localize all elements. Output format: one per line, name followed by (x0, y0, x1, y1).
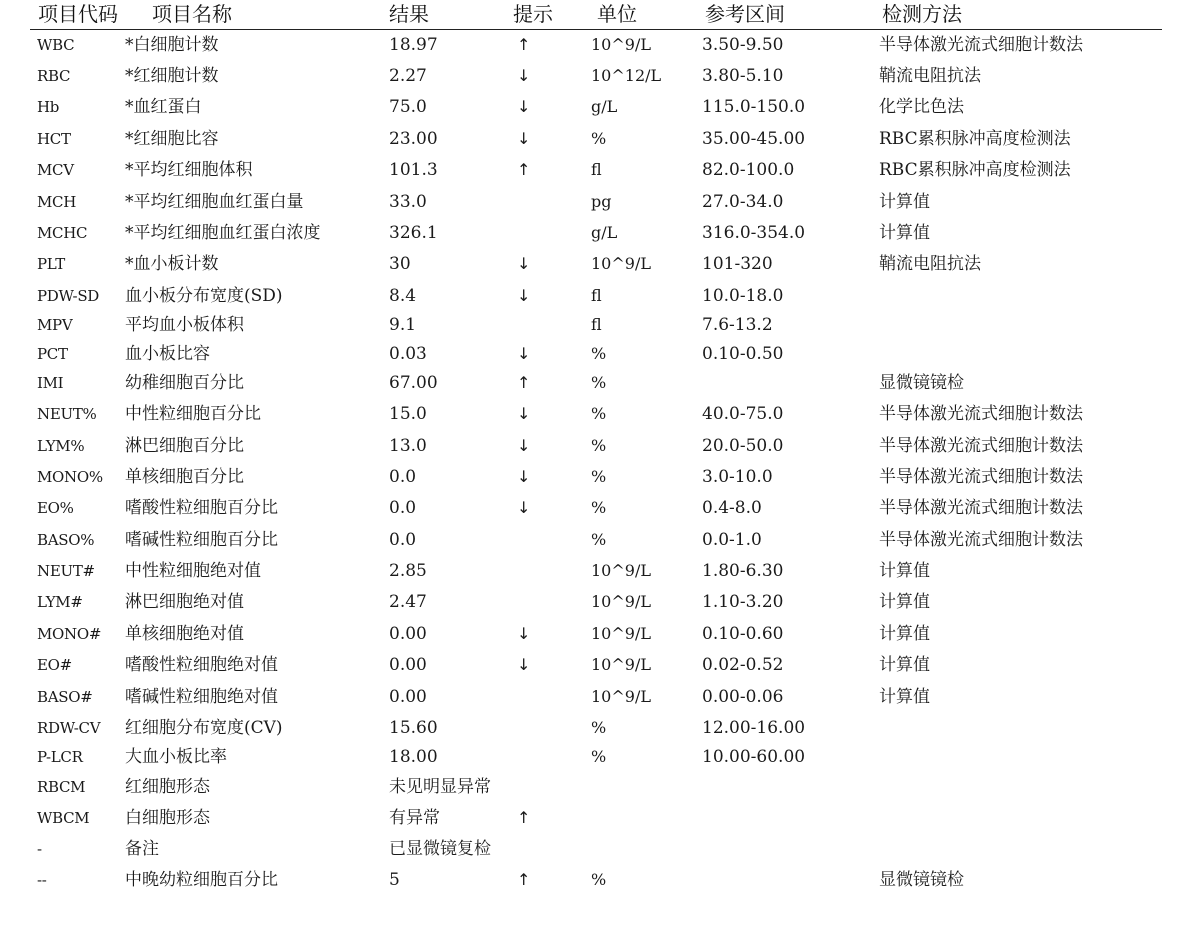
item-code: NEUT% (37, 405, 97, 423)
item-method: 计算值 (879, 655, 930, 675)
item-code: LYM% (37, 437, 85, 455)
item-unit: % (591, 436, 607, 455)
item-name: 幼稚细胞百分比 (125, 373, 244, 393)
item-reference: 27.0-34.0 (702, 192, 784, 212)
item-reference: 101-320 (702, 254, 773, 274)
table-row (0, 651, 1179, 679)
item-hint-arrow: ↓ (517, 66, 531, 85)
item-unit: g/L (591, 223, 618, 242)
item-unit: 10^9/L (591, 592, 651, 611)
item-method: 半导体激光流式细胞计数法 (879, 530, 1083, 550)
item-unit: % (591, 344, 607, 363)
item-hint-arrow: ↓ (517, 404, 531, 423)
item-name: *白细胞计数 (125, 35, 219, 55)
item-name: 中性粒细胞百分比 (125, 404, 261, 424)
item-code: PDW-SD (37, 287, 100, 305)
item-method: 计算值 (879, 624, 930, 644)
item-hint-arrow: ↓ (517, 624, 531, 643)
item-code: EO% (37, 499, 74, 517)
item-hint-arrow: ↓ (517, 498, 531, 517)
item-code: MPV (37, 316, 73, 334)
item-reference: 10.0-18.0 (702, 286, 784, 306)
item-name: 淋巴细胞百分比 (125, 436, 244, 456)
table-row (0, 369, 1179, 397)
item-reference: 0.10-0.60 (702, 624, 784, 644)
item-unit: fl (591, 160, 602, 179)
table-row (0, 463, 1179, 491)
item-method: 计算值 (879, 687, 930, 707)
header-result: 结果 (389, 2, 429, 26)
item-unit: % (591, 129, 607, 148)
item-reference: 0.10-0.50 (702, 344, 784, 364)
item-method: 计算值 (879, 223, 930, 243)
item-code: WBC (37, 36, 75, 54)
item-hint-arrow: ↓ (517, 97, 531, 116)
item-name: 红细胞分布宽度(CV) (125, 718, 283, 738)
item-reference: 3.80-5.10 (702, 66, 784, 86)
item-unit: 10^9/L (591, 254, 651, 273)
item-method: 计算值 (879, 561, 930, 581)
item-result: 0.0 (389, 530, 417, 550)
item-method: RBC累积脉冲高度检测法 (879, 129, 1071, 149)
item-unit: % (591, 747, 607, 766)
item-unit: 10^9/L (591, 624, 651, 643)
table-row (0, 683, 1179, 711)
item-hint-arrow: ↑ (517, 35, 531, 54)
item-unit: 10^9/L (591, 561, 651, 580)
table-row (0, 714, 1179, 742)
item-method: 计算值 (879, 192, 930, 212)
item-unit: % (591, 498, 607, 517)
item-name: 中晚幼粒细胞百分比 (125, 870, 278, 890)
item-result: 33.0 (389, 192, 427, 212)
item-reference: 40.0-75.0 (702, 404, 784, 424)
table-row (0, 340, 1179, 368)
item-reference: 0.0-1.0 (702, 530, 762, 550)
item-reference: 3.50-9.50 (702, 35, 784, 55)
item-code: NEUT# (37, 562, 95, 580)
item-name: *平均红细胞体积 (125, 160, 253, 180)
item-hint-arrow: ↑ (517, 160, 531, 179)
item-name: 单核细胞百分比 (125, 467, 244, 487)
item-name: 大血小板比率 (125, 747, 227, 767)
item-unit: % (591, 870, 607, 889)
table-row (0, 773, 1179, 801)
item-name: 白细胞形态 (125, 808, 210, 828)
item-unit: g/L (591, 97, 618, 116)
item-code: IMI (37, 374, 64, 392)
item-reference: 10.00-60.00 (702, 747, 806, 767)
item-hint-arrow: ↓ (517, 655, 531, 674)
item-method: 化学比色法 (879, 97, 964, 117)
item-reference: 0.02-0.52 (702, 655, 784, 675)
item-method: 鞘流电阻抗法 (879, 254, 981, 274)
item-result: 2.85 (389, 561, 427, 581)
item-code: RBC (37, 67, 71, 85)
item-result: 0.03 (389, 344, 427, 364)
item-name: 嗜碱性粒细胞百分比 (125, 530, 278, 550)
item-hint-arrow: ↑ (517, 373, 531, 392)
item-code: MONO# (37, 625, 102, 643)
item-code: BASO% (37, 531, 95, 549)
item-unit: 10^9/L (591, 35, 651, 54)
item-unit: fl (591, 286, 602, 305)
item-reference: 12.00-16.00 (702, 718, 806, 738)
item-reference: 0.00-0.06 (702, 687, 784, 707)
item-reference: 82.0-100.0 (702, 160, 795, 180)
item-result: 已显微镜复检 (389, 839, 491, 859)
item-method: 半导体激光流式细胞计数法 (879, 35, 1083, 55)
item-name: 备注 (125, 839, 159, 859)
item-reference: 7.6-13.2 (702, 315, 773, 335)
item-reference: 20.0-50.0 (702, 436, 784, 456)
item-code: EO# (37, 656, 72, 674)
item-unit: pg (591, 192, 612, 211)
item-unit: fl (591, 315, 602, 334)
table-row (0, 804, 1179, 832)
item-result: 23.00 (389, 129, 438, 149)
item-method: 显微镜镜检 (879, 870, 964, 890)
header-hint: 提示 (513, 2, 553, 26)
item-code: PLT (37, 255, 65, 273)
item-hint-arrow: ↓ (517, 129, 531, 148)
header-name: 项目名称 (152, 2, 232, 26)
table-row (0, 526, 1179, 554)
header-method: 检测方法 (882, 2, 962, 26)
table-row (0, 588, 1179, 616)
item-name: 嗜酸性粒细胞绝对值 (125, 655, 278, 675)
item-method: 显微镜镜检 (879, 373, 964, 393)
item-name: 单核细胞绝对值 (125, 624, 244, 644)
item-unit: % (591, 373, 607, 392)
table-row (0, 93, 1179, 121)
item-name: *血红蛋白 (125, 97, 202, 117)
item-result: 2.27 (389, 66, 427, 86)
table-header (0, 0, 1179, 30)
item-method: 计算值 (879, 592, 930, 612)
item-method: 鞘流电阻抗法 (879, 66, 981, 86)
item-name: 血小板分布宽度(SD) (125, 286, 283, 306)
item-code: MCHC (37, 224, 88, 242)
item-code: P-LCR (37, 748, 83, 766)
item-hint-arrow: ↑ (517, 870, 531, 889)
header-code: 项目代码 (38, 2, 118, 26)
header-reference: 参考区间 (705, 2, 785, 26)
header-divider (30, 29, 1162, 30)
item-unit: 10^9/L (591, 655, 651, 674)
table-row (0, 188, 1179, 216)
item-reference: 316.0-354.0 (702, 223, 806, 243)
header-unit: 单位 (597, 2, 637, 26)
item-result: 有异常 (389, 808, 440, 828)
item-result: 18.00 (389, 747, 438, 767)
item-reference: 1.80-6.30 (702, 561, 784, 581)
table-row (0, 282, 1179, 310)
item-result: 0.00 (389, 624, 427, 644)
table-row (0, 125, 1179, 153)
item-result: 2.47 (389, 592, 427, 612)
table-row (0, 743, 1179, 771)
item-name: 平均血小板体积 (125, 315, 244, 335)
item-name: *血小板计数 (125, 254, 219, 274)
item-result: 67.00 (389, 373, 438, 393)
item-code: LYM# (37, 593, 83, 611)
item-method: 半导体激光流式细胞计数法 (879, 404, 1083, 424)
item-method: 半导体激光流式细胞计数法 (879, 498, 1083, 518)
item-hint-arrow: ↑ (517, 808, 531, 827)
item-result: 30 (389, 254, 411, 274)
table-row (0, 866, 1179, 894)
item-code: MONO% (37, 468, 103, 486)
item-name: 嗜碱性粒细胞绝对值 (125, 687, 278, 707)
item-result: 75.0 (389, 97, 427, 117)
item-hint-arrow: ↓ (517, 286, 531, 305)
item-code: HCT (37, 130, 71, 148)
item-name: 红细胞形态 (125, 777, 210, 797)
item-name: *平均红细胞血红蛋白量 (125, 192, 304, 212)
item-hint-arrow: ↓ (517, 254, 531, 273)
item-result: 0.0 (389, 467, 417, 487)
item-code: RDW-CV (37, 719, 101, 737)
item-name: 嗜酸性粒细胞百分比 (125, 498, 278, 518)
item-code: RBCM (37, 778, 86, 796)
item-name: 血小板比容 (125, 344, 210, 364)
item-reference: 0.4-8.0 (702, 498, 762, 518)
item-result: 0.00 (389, 687, 427, 707)
item-name: *平均红细胞血红蛋白浓度 (125, 223, 321, 243)
item-code: BASO# (37, 688, 93, 706)
item-code: -- (37, 871, 47, 889)
table-row (0, 156, 1179, 184)
item-result: 326.1 (389, 223, 438, 243)
table-row (0, 31, 1179, 59)
table-row (0, 432, 1179, 460)
item-method: 半导体激光流式细胞计数法 (879, 467, 1083, 487)
item-code: MCV (37, 161, 74, 179)
item-name: *红细胞比容 (125, 129, 219, 149)
table-row (0, 250, 1179, 278)
item-result: 0.00 (389, 655, 427, 675)
item-result: 8.4 (389, 286, 417, 306)
item-name: 淋巴细胞绝对值 (125, 592, 244, 612)
item-hint-arrow: ↓ (517, 467, 531, 486)
item-unit: % (591, 467, 607, 486)
item-code: Hb (37, 98, 60, 116)
item-unit: 10^9/L (591, 687, 651, 706)
item-code: - (37, 840, 42, 858)
item-result: 未见明显异常 (389, 777, 491, 797)
table-row (0, 62, 1179, 90)
table-row (0, 219, 1179, 247)
item-result: 15.60 (389, 718, 438, 738)
table-row (0, 557, 1179, 585)
table-row (0, 620, 1179, 648)
item-unit: % (591, 718, 607, 737)
item-unit: % (591, 404, 607, 423)
item-code: WBCM (37, 809, 90, 827)
item-reference: 3.0-10.0 (702, 467, 773, 487)
item-hint-arrow: ↓ (517, 436, 531, 455)
item-result: 18.97 (389, 35, 438, 55)
item-result: 101.3 (389, 160, 438, 180)
item-result: 0.0 (389, 498, 417, 518)
item-method: 半导体激光流式细胞计数法 (879, 436, 1083, 456)
item-unit: % (591, 530, 607, 549)
item-code: PCT (37, 345, 68, 363)
item-hint-arrow: ↓ (517, 344, 531, 363)
item-reference: 1.10-3.20 (702, 592, 784, 612)
table-row (0, 494, 1179, 522)
item-reference: 115.0-150.0 (702, 97, 806, 117)
item-name: 中性粒细胞绝对值 (125, 561, 261, 581)
item-method: RBC累积脉冲高度检测法 (879, 160, 1071, 180)
item-result: 15.0 (389, 404, 427, 424)
item-unit: 10^12/L (591, 66, 662, 85)
item-name: *红细胞计数 (125, 66, 219, 86)
table-row (0, 400, 1179, 428)
item-reference: 35.00-45.00 (702, 129, 806, 149)
item-result: 5 (389, 870, 400, 890)
item-code: MCH (37, 193, 77, 211)
table-row (0, 835, 1179, 863)
table-row (0, 311, 1179, 339)
item-result: 9.1 (389, 315, 417, 335)
item-result: 13.0 (389, 436, 427, 456)
